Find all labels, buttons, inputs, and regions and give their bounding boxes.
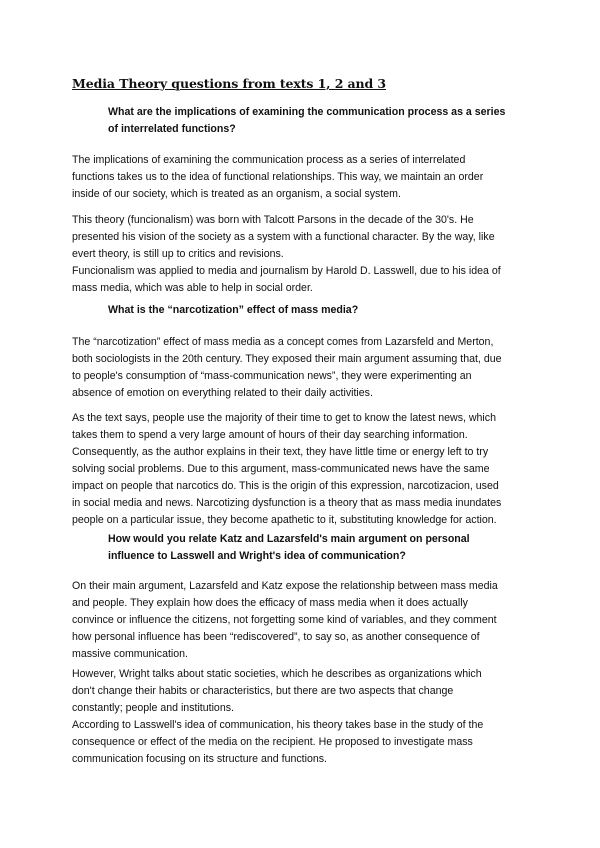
text-line: Consequently, as the author explains in their text, they have little time or energy left to try bbox=[72, 446, 489, 458]
question-line: of interrelated functions? bbox=[108, 123, 236, 135]
text-line: and people. They explain how does the efficacy of mass media when it does actually bbox=[72, 597, 468, 609]
question-1 bbox=[108, 104, 538, 138]
question-line: How would you relate Katz and Lazarsfeld's main argument on personal bbox=[108, 533, 470, 545]
text-line: The “narcotization” effect of mass media as a concept comes from Lazarsfeld and Merton, bbox=[72, 336, 494, 348]
text-line: to people's consumption of “mass-communication news”, they were experimenting an bbox=[72, 370, 472, 382]
question-line: influence to Lasswell and Wright's idea of communication? bbox=[108, 550, 406, 562]
text-line: absence of emotion on everything related to their daily activities. bbox=[72, 387, 373, 399]
answer-2-paragraph-2 bbox=[72, 410, 534, 529]
text-line: On their main argument, Lazarsfeld and Katz expose the relationship between mass media bbox=[72, 580, 498, 592]
text-line: don't change their habits or characteristics, but there are two aspects that change bbox=[72, 685, 454, 697]
question-line: What are the implications of examining the communication process as a series bbox=[108, 106, 506, 118]
answer-1-paragraph-1 bbox=[72, 152, 534, 203]
text-line: According to Lasswell's idea of communication, his theory takes base in the study of the bbox=[72, 719, 484, 731]
text-line: solving social problems. Due to this argument, mass-communicated news have the same bbox=[72, 463, 490, 475]
answer-3-paragraph-1 bbox=[72, 578, 534, 663]
answer-1-paragraph-2 bbox=[72, 212, 534, 297]
document-title: Media Theory questions from texts 1, 2 and 3 bbox=[72, 76, 387, 91]
text-line: takes them to spend a very large amount of hours of their day searching information. bbox=[72, 429, 468, 441]
question-line: What is the “narcotization” effect of mass media? bbox=[108, 304, 359, 316]
question-3 bbox=[108, 531, 538, 565]
text-line: impact on people that narcotics do. This is the origin of this expression, narcotizacion, used bbox=[72, 480, 499, 492]
text-line: communication focusing on its structure and functions. bbox=[72, 753, 327, 765]
text-line: However, Wright talks about static societies, which he describes as organizations which bbox=[72, 668, 482, 680]
text-line: in social media and news. Narcotizing dysfunction is a theory that as mass media inundates bbox=[72, 497, 502, 509]
text-line: how personal influence has been “rediscovered”, to say so, as another consequence of bbox=[72, 631, 480, 643]
text-line: both sociologists in the 20th century. They exposed their main argument assuming that, due bbox=[72, 353, 502, 365]
text-line: constantly; people and institutions. bbox=[72, 702, 234, 714]
text-line: Funcionalism was applied to media and journalism by Harold D. Lasswell, due to his idea of bbox=[72, 265, 501, 277]
question-2 bbox=[108, 302, 538, 319]
text-line: massive communication. bbox=[72, 648, 188, 660]
text-line: functions takes us to the idea of functional relationships. This way, we maintain an order bbox=[72, 171, 484, 183]
text-line: This theory (funcionalism) was born with Talcott Parsons in the decade of the 30's. He bbox=[72, 214, 474, 226]
text-line: mass media, which was able to help in social order. bbox=[72, 282, 313, 294]
text-line: consequence or effect of the media on the recipient. He proposed to investigate mass bbox=[72, 736, 473, 748]
text-line: people on a particular issue, they become apathetic to it, substituting knowledge for action. bbox=[72, 514, 497, 526]
text-line: convince or influence the citizens, not forgetting some kind of variables, and they comment bbox=[72, 614, 497, 626]
text-line: evert theory, is still up to critics and revisions. bbox=[72, 248, 284, 260]
text-line: The implications of examining the communication process as a series of interrelated bbox=[72, 154, 466, 166]
answer-2-paragraph-1 bbox=[72, 334, 534, 402]
text-line: As the text says, people use the majority of their time to get to know the latest news, which bbox=[72, 412, 496, 424]
text-line: presented his vision of the society as a system with a functional character. By the way, like bbox=[72, 231, 495, 243]
answer-3-paragraph-2 bbox=[72, 666, 534, 768]
text-line: inside of our society, which is treated as an organism, a social system. bbox=[72, 188, 401, 200]
